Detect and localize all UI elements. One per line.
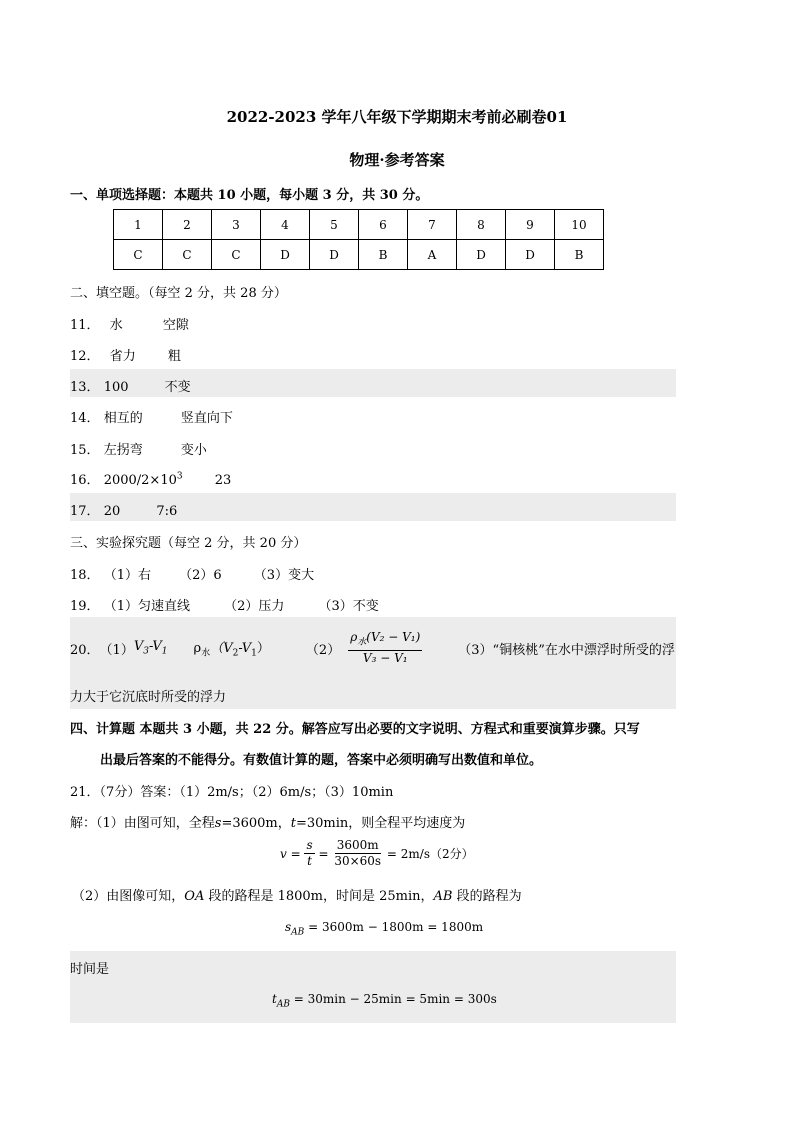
equation-velocity: v = $\frac{s}{t}$ = $\frac{3600m}{30\times 60s}$ = 2m/s（2分） [280,838,474,868]
table-cell: A [408,240,457,270]
answer-b: 空隙 [162,318,189,333]
section3-heading: 三、实验探究题（每空 2 分，共 20 分） [70,536,307,551]
table-cell: D [261,240,310,270]
answer-b: 不变 [164,380,191,395]
table-row [114,210,604,240]
answer-a: 左拐弯 [103,443,143,458]
q21-header: 21．（7分）答案：（1）2m/s；（2）6m/s；（3）10min [70,785,394,800]
q21-solution-line: 解：（1）由图可知，全程s=3600m，t=30min，则全程平均速度为 [70,816,466,831]
formula-mass: $\rho_水(V_2-V_1)$ [193,641,270,659]
item-number: 17． [70,504,100,519]
item-number: 15． [70,443,100,458]
answer-part: （1）右 [103,568,151,583]
item-number: 12． [70,349,100,364]
page-subtitle: 物理·参考答案 [349,151,445,169]
list-item [70,407,233,426]
list-item [70,376,191,395]
answer-b: 变小 [180,443,207,458]
table-cell: C [163,240,212,270]
item-number: 14． [70,411,100,426]
table-cell: B [359,240,408,270]
formula-volume-diff: $V_3-V_1$ [133,639,168,657]
equation-distance: $s_{AB} = 3600m - 1800m = 1800m$ [285,920,484,938]
list-item [70,628,676,668]
item-number: 18． [70,568,100,583]
answer-part: （3）变大 [253,568,315,583]
section4-heading-cont: 出最后答案的不能得分。有数值计算的题，答案中必须明确写出数值和单位。 [100,753,543,768]
list-item [70,345,181,364]
table-cell: 5 [310,210,359,240]
answer-a: 20 [103,504,121,519]
answer-continuation: 力大于它沉底时所受的浮力 [70,690,227,705]
table-cell: D [506,240,555,270]
page-title: 2022-2023 学年八年级下学期期末考前必刷卷01 [226,108,568,126]
shade-band [70,951,676,1023]
list-item [70,564,314,583]
table-cell: 2 [163,210,212,240]
table-cell: D [310,240,359,270]
answer-a: 省力 [109,349,136,364]
table-cell: C [114,240,163,270]
item-number: 16． [70,473,100,488]
section4-heading: 四、计算题 本题共 3 小题，共 22 分。解答应写出必要的文字说明、方程式和重要演算步骤。只写 [70,722,640,737]
table-cell: 8 [457,210,506,240]
q21-part2-line: （2）由图像可知，OA 段的路程是 1800m，时间是 25min，AB 段的路程为 [72,889,522,904]
list-item [70,500,177,519]
table-cell: D [457,240,506,270]
formula-density-fraction: $\frac{\rho_水(V_2 - V_1)}{\text{V₃ − V₁}}$ [350,629,421,666]
answer-b: 粗 [167,349,181,364]
item-number: 11． [70,318,100,333]
section1-heading: 一、单项选择题：本题共 10 小题，每小题 3 分，共 30 分。 [70,188,429,203]
answer-b: 竖直向下 [180,411,233,426]
table-cell: B [555,240,604,270]
answer-a: 2000/2×10 [103,473,177,488]
answer-part-label: （2） [305,642,341,658]
answer-part-label: （1） [99,642,134,658]
answer-a: 100 [103,380,129,395]
table-cell: 6 [359,210,408,240]
list-item [70,439,207,458]
item-number: 13． [70,380,100,395]
table-cell: 9 [506,210,555,240]
answer-a: 相互的 [103,411,143,426]
list-item [70,595,379,614]
equation-time: $t_{AB} = 30\min - 25\min = 5\min = 300s$ [272,992,497,1010]
answer-a: 水 [109,318,123,333]
table-cell: 3 [212,210,261,240]
table-cell: 7 [408,210,457,240]
item-number: 19． [70,599,100,614]
table-cell: 10 [555,210,604,240]
answer-part: （1）匀速直线 [103,599,190,614]
answer-part: （2）压力 [224,599,285,614]
list-item [70,469,231,488]
table-cell: 4 [261,210,310,240]
answer-part: （3）不变 [318,599,379,614]
table-cell: 1 [114,210,163,240]
answer-part: （2）6 [179,568,222,583]
section2-heading: 二、填空题。（每空 2 分，共 28 分） [70,286,287,301]
item-number: 20． [70,642,100,658]
answer-a-exponent: 3 [176,471,183,482]
answer-table [113,209,604,270]
answer-b: 23 [214,473,232,488]
answer-b: 7:6 [156,504,178,519]
table-row [114,240,604,270]
list-item [70,314,189,333]
answer-part: （3）“铜核桃”在水中漂浮时所受的浮 [458,642,675,658]
time-label: 时间是 [70,962,110,977]
table-cell: C [212,240,261,270]
